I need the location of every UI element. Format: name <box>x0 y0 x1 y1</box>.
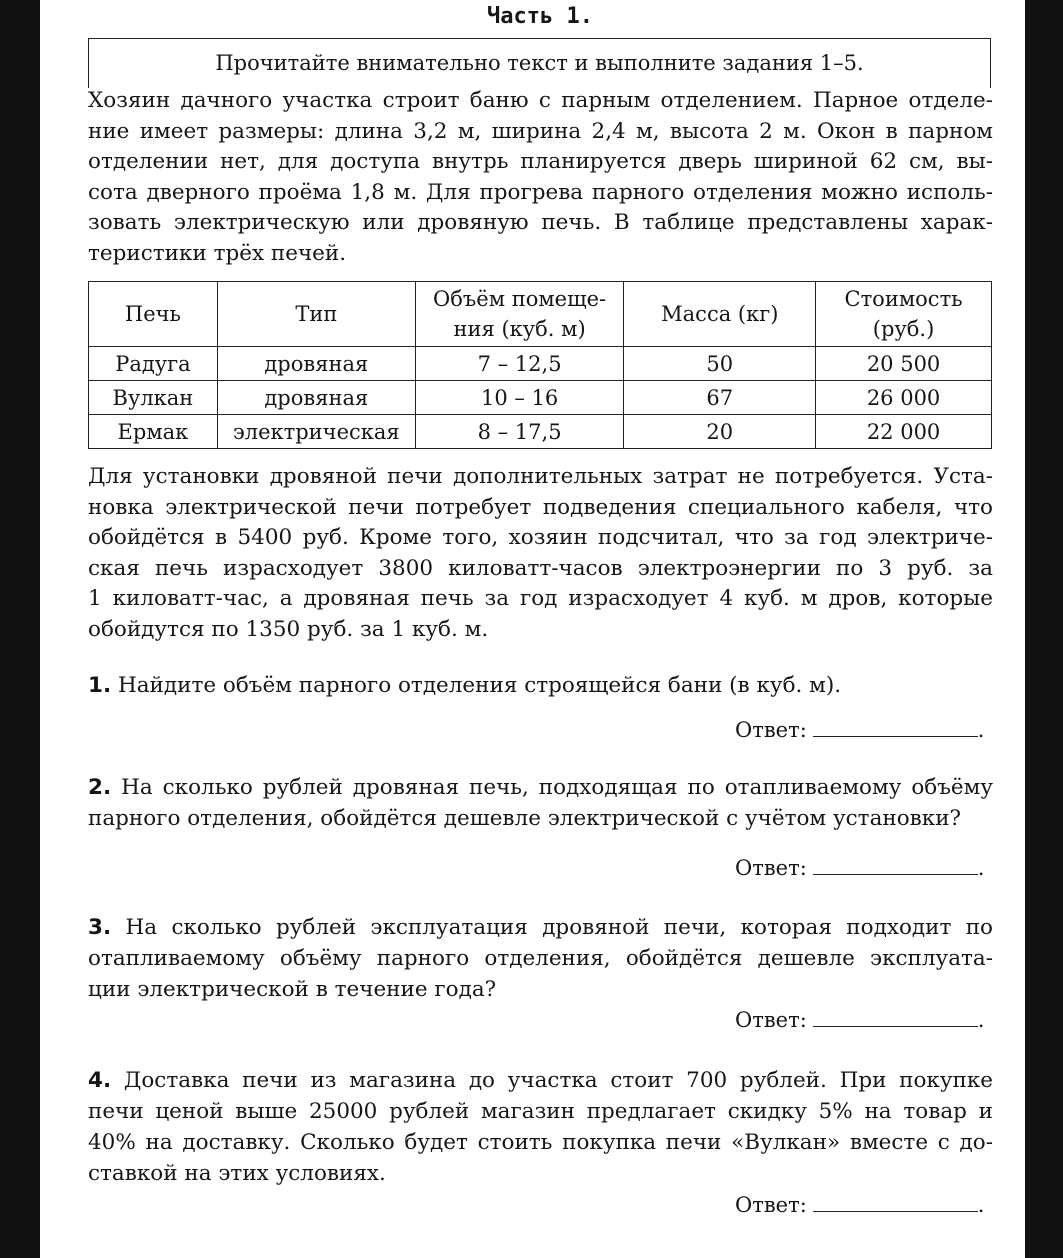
cell-volume: 10 – 16 <box>415 381 624 415</box>
answer-label: Ответ: <box>735 1193 807 1217</box>
intro-line: отделении нет, для доступа внутрь планируется дверь шириной 62 см, вы- <box>88 149 993 174</box>
question-number: 4. <box>88 1068 112 1093</box>
question-text: Найдите объём парного отделения строящейся бани (в куб. м). <box>117 673 842 698</box>
question-text: 40% на доставку. Сколько будет стоить покупка печи «Вулкан» вместе с до- <box>88 1130 993 1155</box>
question-2 <box>88 772 993 834</box>
answer-label: Ответ: <box>735 718 807 742</box>
question-4 <box>88 1065 993 1189</box>
intro-paragraph <box>88 86 993 269</box>
page-title: Часть 1. <box>487 4 593 29</box>
cell-type: дровяная <box>217 381 415 415</box>
question-text: На сколько рублей дровяная печь, подходящая по отапливаемому объёму <box>121 775 993 800</box>
header-stove: Печь <box>89 282 218 347</box>
question-number: 2. <box>88 775 112 800</box>
answer-3: Ответ: . <box>735 1008 985 1032</box>
cell-type: дровяная <box>217 347 415 381</box>
cell-stove: Ермак <box>89 415 218 449</box>
answer-label: Ответ: <box>735 1008 807 1032</box>
conditions-line: Для установки дровяной печи дополнительных затрат не потребуется. Уста- <box>88 464 993 489</box>
cell-stove: Вулкан <box>89 381 218 415</box>
answer-field[interactable] <box>813 856 978 875</box>
table-row <box>89 415 992 449</box>
answer-2: Ответ: . <box>735 856 985 880</box>
answer-4: Ответ: . <box>735 1193 985 1217</box>
conditions-paragraph <box>88 462 993 645</box>
question-text: ставкой на этих условиях. <box>88 1161 386 1186</box>
intro-line: теристики трёх печей. <box>88 240 347 266</box>
question-text: отапливаемому объёму парного отделения, обойдётся дешевле эксплуата- <box>88 946 993 971</box>
cell-stove: Радуга <box>89 347 218 381</box>
cell-cost: 20 500 <box>816 347 992 381</box>
cell-volume: 7 – 12,5 <box>415 347 624 381</box>
cell-mass: 67 <box>624 381 816 415</box>
question-text: ции электрической в течение года? <box>88 977 497 1002</box>
cell-volume: 8 – 17,5 <box>415 415 624 449</box>
question-number: 3. <box>88 915 112 940</box>
question-text: парного отделения, обойдётся дешевле электрической с учётом установки? <box>88 806 962 831</box>
intro-line: сота дверного проёма 1,8 м. Для прогрева парного отделения можно исполь- <box>88 179 993 205</box>
question-1 <box>88 670 993 701</box>
conditions-line: новка электрической печи потребует подведения специального кабеля, что <box>88 494 993 520</box>
cell-mass: 50 <box>624 347 816 381</box>
table-row <box>89 347 992 381</box>
instruction-text: Прочитайте внимательно текст и выполните задания 1–5. <box>215 51 864 75</box>
question-text: печи ценой выше 25000 рублей магазин предлагает скидку 5% на товар и <box>88 1099 993 1124</box>
intro-line: зовать электрическую или дровяную печь. В таблице представлены харак- <box>88 210 993 235</box>
conditions-line: 1 киловатт-час, а дровяная печь за год израсходует 4 куб. м дров, которые <box>88 586 993 611</box>
header-mass: Масса (кг) <box>624 282 816 347</box>
question-number: 1. <box>88 673 112 698</box>
answer-field[interactable] <box>813 1193 978 1212</box>
intro-line: Хозяин дачного участка строит баню с парным отделением. Парное отделе- <box>88 88 993 113</box>
conditions-line: обойдутся по 1350 руб. за 1 куб. м. <box>88 616 489 642</box>
answer-1: Ответ: . <box>735 718 985 742</box>
intro-line: ние имеет размеры: длина 3,2 м, ширина 2,4 м, высота 2 м. Окон в парном <box>88 118 993 144</box>
header-volume: Объём помеще- ния (куб. м) <box>415 282 624 347</box>
cell-cost: 22 000 <box>816 415 992 449</box>
answer-field[interactable] <box>813 718 978 737</box>
conditions-line: ская печь израсходует 3800 киловатт-часов электроэнергии по 3 руб. за <box>88 555 993 581</box>
cell-mass: 20 <box>624 415 816 449</box>
answer-label: Ответ: <box>735 856 807 880</box>
cell-type: электрическая <box>217 415 415 449</box>
cell-cost: 26 000 <box>816 381 992 415</box>
question-text: Доставка печи из магазина до участка стоит 700 рублей. При покупке <box>123 1068 993 1093</box>
header-cost: Стоимость (руб.) <box>816 282 992 347</box>
conditions-line: обойдётся в 5400 руб. Кроме того, хозяин подсчитал, что за год электриче- <box>88 525 993 550</box>
stoves-table <box>88 281 992 449</box>
header-type: Тип <box>217 282 415 347</box>
question-text: На сколько рублей эксплуатация дровяной печи, которая подходит по <box>125 915 993 940</box>
worksheet-page <box>40 0 1025 1258</box>
question-3 <box>88 912 993 1005</box>
table-row <box>89 381 992 415</box>
answer-field[interactable] <box>813 1008 978 1027</box>
table-header-row <box>89 282 992 347</box>
